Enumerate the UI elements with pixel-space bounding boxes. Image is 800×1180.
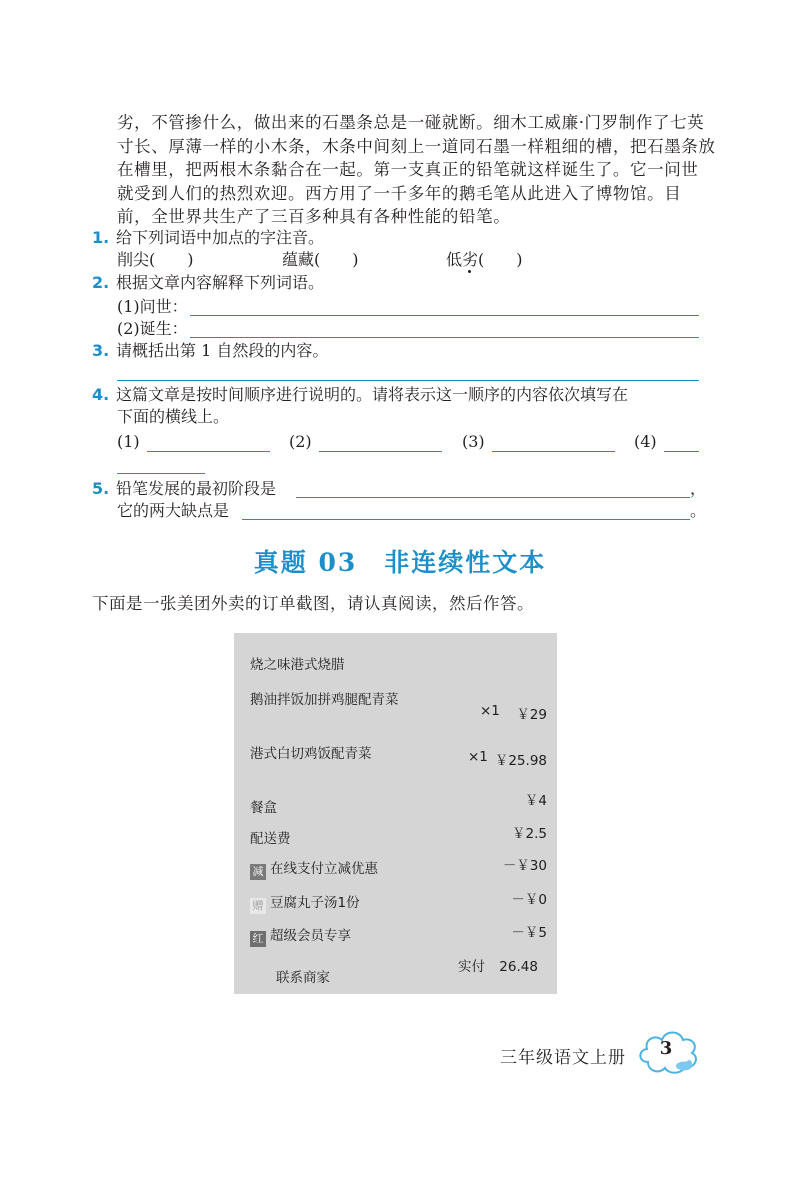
emphasis-dot <box>468 270 471 273</box>
passage <box>117 111 716 229</box>
question-number: 4. <box>92 385 110 404</box>
page-number: 3 <box>659 1038 673 1059</box>
passage-line: 在槽里，把两根木条黏合在一起。第一支真正的铅笔就这样诞生了。它一问世 <box>117 160 699 179</box>
q2-answer-line-2[interactable] <box>190 337 699 338</box>
section-title: 真题 03 非连续性文本 <box>253 548 547 577</box>
q5-line2-end: 。 <box>690 501 707 520</box>
q2-item-2-label: (2)诞生： <box>117 319 188 338</box>
q1-item-2[interactable]: 蕴藏( ) <box>282 250 359 269</box>
order-item-name: 港式白切鸡饭配青菜 <box>250 746 372 762</box>
q3-answer-line[interactable] <box>117 380 699 381</box>
delivery-fee-price: ￥2.5 <box>512 826 547 842</box>
q5-line1-end: ， <box>690 479 707 498</box>
q4-answer-line-3[interactable] <box>492 451 615 452</box>
question-3 <box>92 340 328 362</box>
book-title: 三年级语文上册 <box>500 1048 626 1068</box>
question-5 <box>92 478 276 500</box>
question-text: 铅笔发展的最初阶段是 <box>116 479 277 498</box>
paid-value: 26.48 <box>499 959 538 975</box>
box-fee-price: ￥4 <box>524 793 547 809</box>
question-text: 给下列词语中加点的字注音。 <box>116 228 325 247</box>
q2-item-1-label: (1)问世： <box>117 297 188 316</box>
q5-answer-line-1[interactable] <box>296 497 690 498</box>
order-item-qty: ×1 <box>468 749 488 765</box>
member-price: －￥5 <box>511 925 547 941</box>
q4-answer-line-1[interactable] <box>147 451 270 452</box>
question-text: 请概括出第 1 自然段的内容。 <box>116 341 329 360</box>
red-packet-tag-icon: 红 <box>250 931 266 947</box>
discount-price: －￥30 <box>502 858 547 874</box>
q4-blank-label-2: (2) <box>289 432 312 451</box>
section-intro: 下面是一张美团外卖的订单截图，请认真阅读，然后作答。 <box>92 594 534 613</box>
shop-name[interactable]: 烧之味港式烧腊 <box>250 657 345 673</box>
q1-item-1[interactable]: 削尖( ) <box>117 250 194 269</box>
q4-blank-label-3: (3) <box>462 432 485 451</box>
paid-row <box>458 955 538 975</box>
q1-item-3[interactable]: 低劣( ) <box>446 250 523 269</box>
order-item-name: 鹅油拌饭加拼鸡腿配青菜 <box>250 692 399 708</box>
question-4 <box>92 384 628 406</box>
order-item-price: ￥25.98 <box>494 753 547 769</box>
passage-line: 前，全世界共生产了三百多种具有各种性能的铅笔。 <box>117 207 511 226</box>
order-item-price: ￥29 <box>516 707 547 723</box>
discount-tag-icon: 减 <box>250 864 266 880</box>
order-receipt <box>234 633 557 994</box>
delivery-fee-label: 配送费 <box>250 831 291 847</box>
q4-answer-line-4-cont[interactable] <box>117 473 205 474</box>
q4-blank-label-1: (1) <box>117 432 140 451</box>
passage-line: 劣，不管掺什么，做出来的石墨条总是一碰就断。细木工威廉·门罗制作了七英 <box>117 113 705 132</box>
gift-label: 豆腐丸子汤1份 <box>270 895 360 911</box>
q4-answer-line-2[interactable] <box>319 451 442 452</box>
gift-tag-icon: 赠 <box>250 898 266 914</box>
gift-row <box>250 891 360 914</box>
order-item-qty: ×1 <box>480 703 500 719</box>
member-label: 超级会员专享 <box>270 928 351 944</box>
contact-merchant-button[interactable]: 联系商家 <box>276 970 330 986</box>
question-number: 1. <box>92 228 110 247</box>
q4-answer-line-4[interactable] <box>664 451 699 452</box>
q2-answer-line-1[interactable] <box>190 315 699 316</box>
question-text: 根据文章内容解释下列词语。 <box>116 273 325 292</box>
passage-line: 就受到人们的热烈欢迎。西方用了一千多年的鹅毛笔从此进入了博物馆。目 <box>117 183 682 203</box>
question-1 <box>92 227 324 249</box>
member-row <box>250 924 351 947</box>
paid-label: 实付 <box>458 959 485 975</box>
page-number-badge <box>634 1022 702 1086</box>
question-number: 5. <box>92 479 110 498</box>
q4-blank-label-4: (4) <box>634 432 657 451</box>
q4-text-line2: 下面的横线上。 <box>117 407 230 426</box>
discount-label: 在线支付立减优惠 <box>270 861 378 877</box>
question-2 <box>92 272 324 294</box>
passage-line: 寸长、厚薄一样的小木条，木条中间刻上一道同石墨一样粗细的槽，把石墨条放 <box>117 136 716 156</box>
discount-row <box>250 857 378 880</box>
question-text: 这篇文章是按时间顺序进行说明的。请将表示这一顺序的内容依次填写在 <box>116 385 629 404</box>
question-number: 2. <box>92 273 110 292</box>
question-number: 3. <box>92 341 110 360</box>
box-fee-label: 餐盒 <box>250 800 277 816</box>
gift-price: －￥0 <box>511 892 547 908</box>
q5-answer-line-2[interactable] <box>242 519 690 520</box>
q5-text-line2: 它的两大缺点是 <box>117 501 230 520</box>
